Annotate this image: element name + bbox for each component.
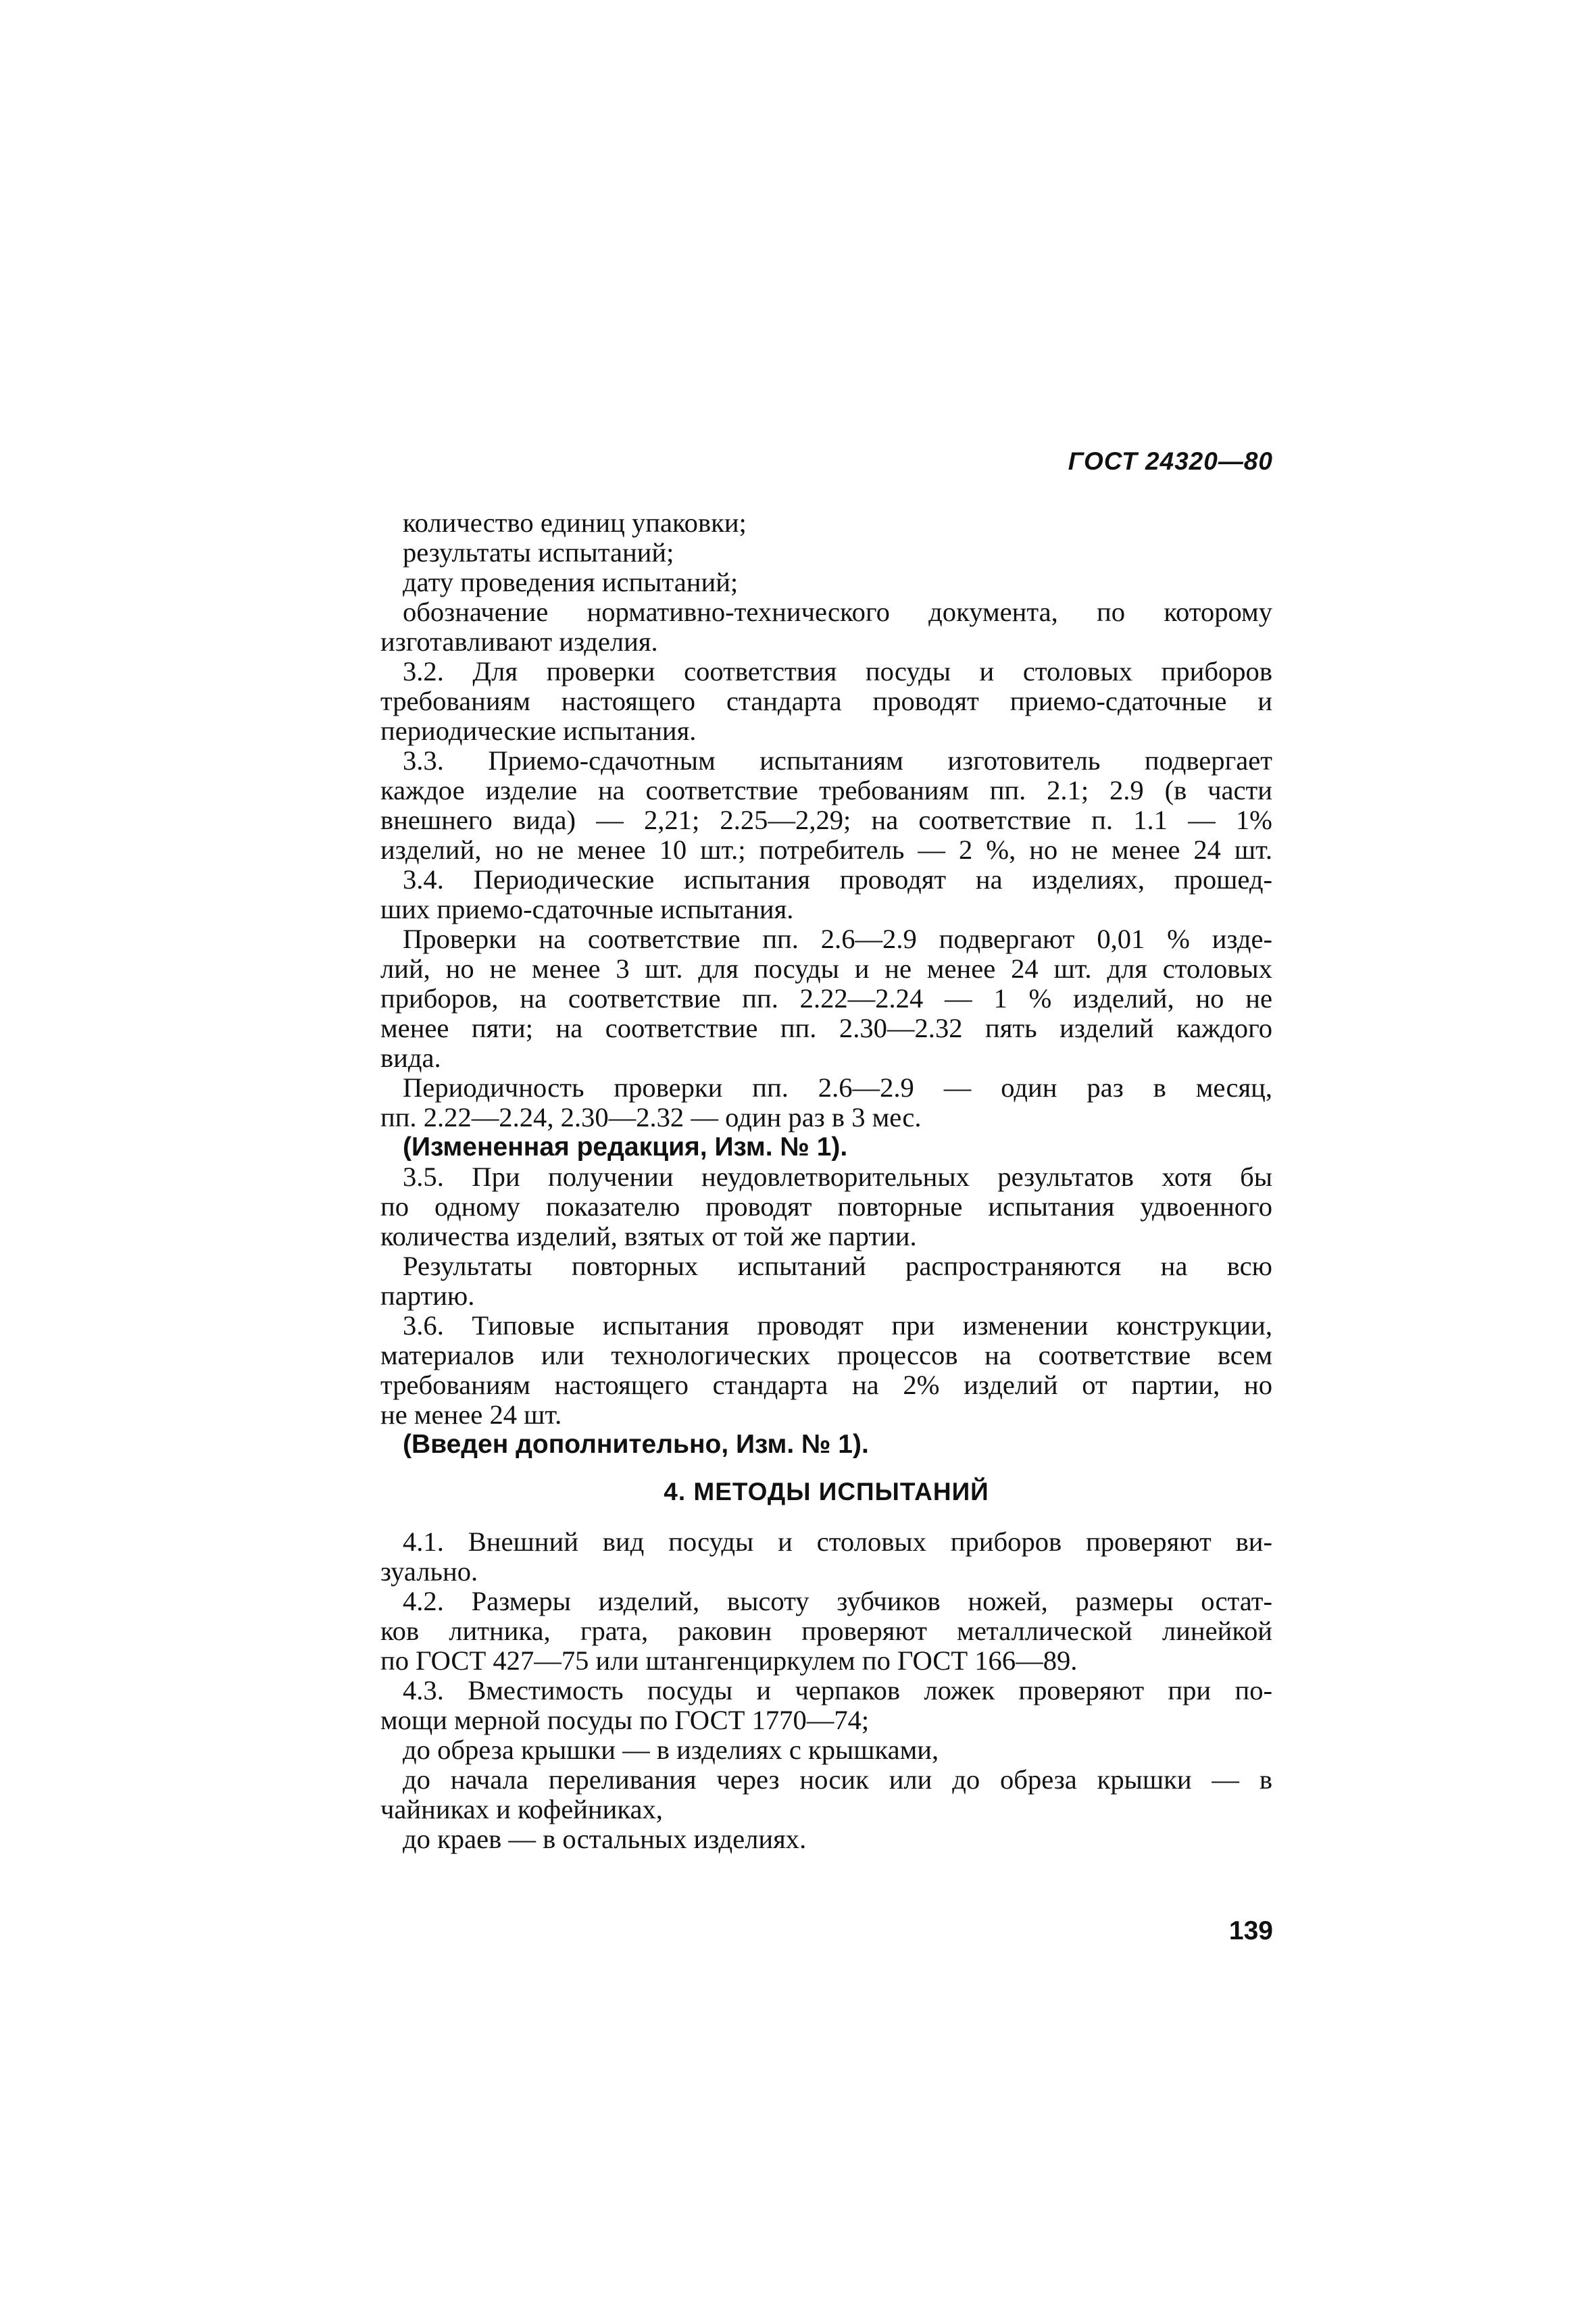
text-line: количество единиц упаковки; (403, 507, 747, 538)
body-text (380, 508, 1272, 1854)
text-line: партию. (380, 1280, 475, 1311)
section3-text (380, 508, 1272, 1460)
text-line: 3.5. При получении неудовлетворительных результатов хотя бы (403, 1162, 1272, 1192)
text-line: приборов, на соответствие пп. 2.22—2.24 — 1 % изделий, но не (380, 983, 1272, 1014)
text-line: до начала переливания через носик или до обреза крышки — в (403, 1764, 1272, 1795)
text-line: изделий, но не менее 10 шт.; потребитель — 2 %, но не менее 24 шт. (380, 835, 1272, 865)
text-line: 3.6. Типовые испытания проводят при изменении конструкции, (403, 1310, 1272, 1341)
text-line: ков литника, грата, раковин проверяют металлической линейкой (380, 1616, 1272, 1646)
text-line: по одному показателю проводят повторные испытания удвоенного (380, 1191, 1272, 1222)
text-line: материалов или технологических процессов на соответствие всем (380, 1340, 1272, 1370)
text-line: дату проведения испытаний; (403, 567, 739, 597)
page-number: 139 (1228, 1916, 1273, 1945)
text-line: 3.4. Периодические испытания проводят на изделиях, прошед- (403, 864, 1272, 895)
text-line: 3.3. Приемо-сдачотным испытаниям изготовитель подвергает (403, 745, 1272, 776)
text-line: 4.2. Размеры изделий, высоту зубчиков ножей, размеры остат- (403, 1586, 1272, 1616)
text-line: вида. (380, 1043, 441, 1073)
text-line: пп. 2.22—2.24, 2.30—2.32 — один раз в 3 мес. (380, 1102, 922, 1132)
section-heading: 4. МЕТОДЫ ИСПЫТАНИЙ (664, 1478, 989, 1505)
text-line: лий, но не менее 3 шт. для посуды и не менее 24 шт. для столовых (380, 953, 1272, 984)
text-line: изготавливают изделия. (380, 626, 658, 657)
text-line: не менее 24 шт. (380, 1399, 562, 1430)
text-line: Периодичность проверки пп. 2.6—2.9 — один раз в месяц, (403, 1072, 1272, 1103)
text-line: результаты испытаний; (403, 537, 674, 568)
text-line: до обреза крышки — в изделиях с крышками, (403, 1735, 939, 1765)
text-line: мощи мерной посуды по ГОСТ 1770—74; (380, 1705, 870, 1735)
text-line: обозначение нормативно-технического документа, по которому (403, 597, 1272, 627)
text-line: 3.2. Для проверки соответствия посуды и столовых приборов (403, 656, 1272, 687)
text-line: чайниках и кофейниках, (380, 1794, 663, 1824)
text-line: (Измененная редакция, Изм. № 1). (403, 1132, 848, 1162)
text-line: (Введен дополнительно, Изм. № 1). (403, 1430, 869, 1459)
text-line: Результаты повторных испытаний распространяются на всю (403, 1251, 1272, 1281)
section4-text (380, 1527, 1272, 1854)
text-line: зуально. (380, 1556, 478, 1587)
text-line: по ГОСТ 427—75 или штангенциркулем по ГОСТ 166—89. (380, 1645, 1078, 1676)
text-line: требованиям настоящего стандарта проводят приемо-сдаточные и (380, 686, 1272, 716)
text-line: количества изделий, взятых от той же партии. (380, 1221, 917, 1251)
document-code-header: ГОСТ 24320—80 (1068, 447, 1273, 475)
text-line: Проверки на соответствие пп. 2.6—2.9 подвергают 0,01 % изде- (403, 924, 1272, 954)
text-line: 4.3. Вместимость посуды и черпаков ложек проверяют при по- (403, 1675, 1272, 1706)
text-line: до краев — в остальных изделиях. (403, 1824, 807, 1854)
text-line: 4.1. Внешний вид посуды и столовых приборов проверяют ви- (403, 1526, 1272, 1557)
text-line: внешнего вида) — 2,21; 2.25—2,29; на соответствие п. 1.1 — 1% (380, 805, 1272, 835)
text-line: менее пяти; на соответствие пп. 2.30—2.32 пять изделий каждого (380, 1013, 1272, 1043)
text-line: ших приемо-сдаточные испытания. (380, 894, 794, 924)
text-line: требованиям настоящего стандарта на 2% изделий от партии, но (380, 1370, 1272, 1400)
text-line: каждое изделие на соответствие требованиям пп. 2.1; 2.9 (в части (380, 775, 1272, 805)
text-line: периодические испытания. (380, 716, 697, 746)
